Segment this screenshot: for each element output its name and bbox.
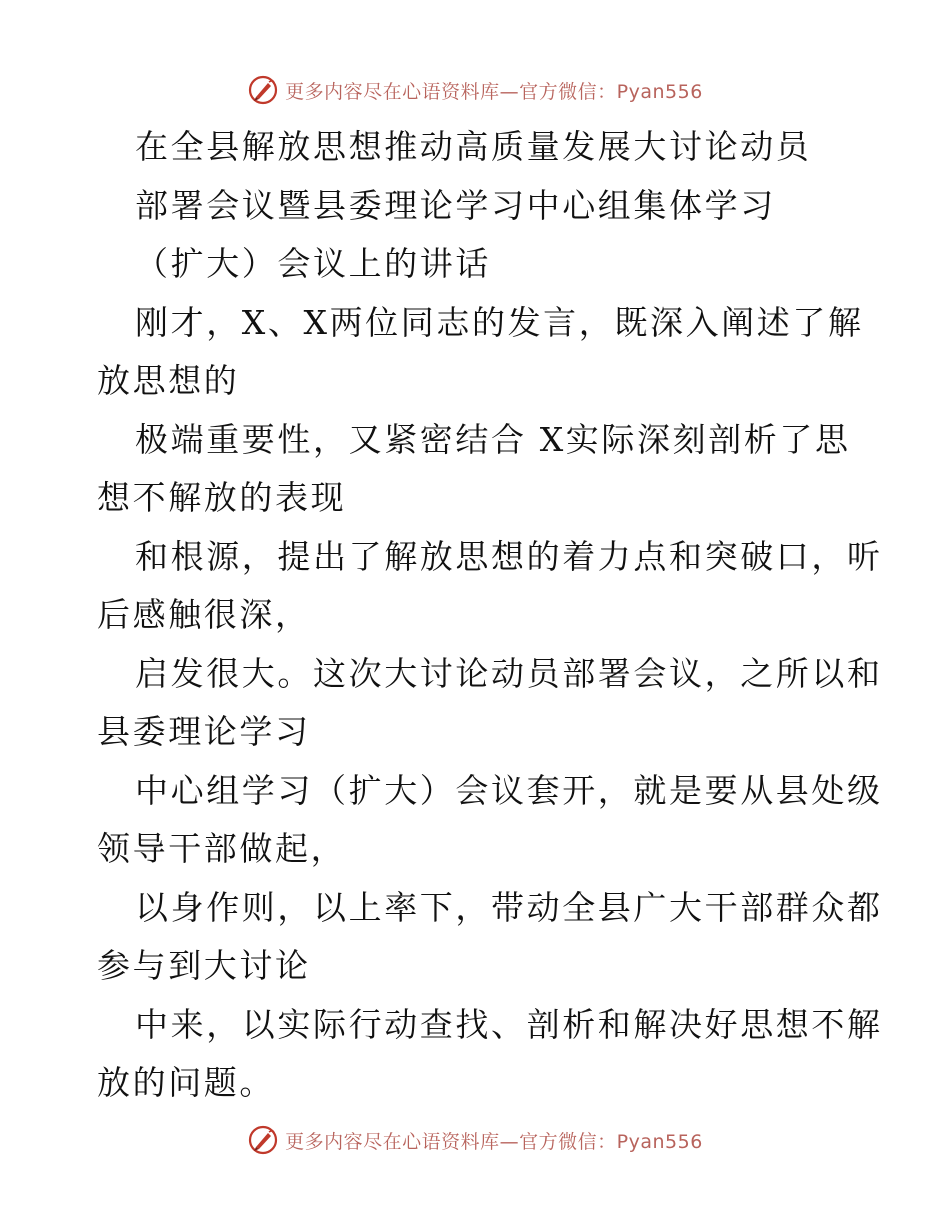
text-line: 极端重要性，又紧密结合 X实际深刻剖析了思 bbox=[135, 419, 851, 459]
text-line: 启发很大。这次大讨论动员部署会议，之所以和 bbox=[135, 653, 883, 693]
text-line: 部署会议暨县委理论学习中心组集体学习 bbox=[135, 185, 776, 225]
quill-pen-logo-icon bbox=[247, 74, 279, 106]
header-banner bbox=[0, 70, 950, 110]
footer-banner bbox=[0, 1120, 950, 1160]
text-line: 县委理论学习 bbox=[97, 712, 311, 751]
text-line: 在全县解放思想推动高质量发展大讨论动员 bbox=[135, 127, 812, 166]
text-line: 中心组学习（扩大）会议套开，就是要从县处级 bbox=[135, 770, 883, 810]
text-line: 参与到大讨论 bbox=[97, 946, 311, 985]
text-line: 刚才，X、X两位同志的发言，既深入阐述了解 bbox=[135, 302, 864, 342]
text-line: 以身作则，以上率下，带动全县广大干部群众都 bbox=[135, 887, 883, 927]
text-line: 中来，以实际行动查找、剖析和解决好思想不解 bbox=[135, 1004, 883, 1044]
text-line: 和根源，提出了解放思想的着力点和突破口，听 bbox=[135, 536, 883, 576]
text-line: 领导干部做起， bbox=[97, 829, 347, 868]
text-line: 放思想的 bbox=[97, 361, 240, 400]
quill-pen-logo-icon bbox=[247, 1124, 279, 1156]
text-line: 后感触很深， bbox=[97, 595, 311, 634]
document-body bbox=[97, 118, 883, 1113]
text-line: （扩大）会议上的讲话 bbox=[135, 244, 491, 283]
text-line: 放的问题。 bbox=[97, 1063, 275, 1102]
banner-text: 更多内容尽在心语资料库—官方微信：Pyan556 bbox=[285, 1130, 703, 1153]
text-line: 想不解放的表现 bbox=[97, 478, 347, 517]
banner-text: 更多内容尽在心语资料库—官方微信：Pyan556 bbox=[285, 80, 703, 103]
